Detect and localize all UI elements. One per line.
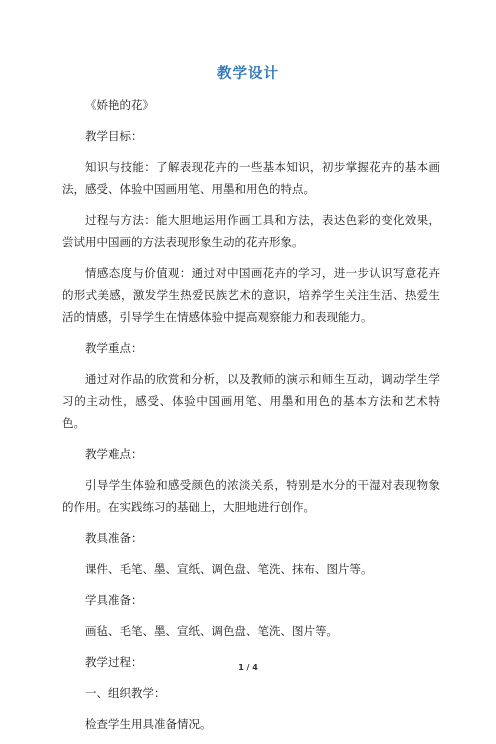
section-heading-difficulties: 教学难点： [85,447,143,461]
subheading-organize: 一、组织教学： [85,686,166,700]
paragraph-student-materials: 画毡、毛笔、墨、宣纸、调色盘、笔洗、图片等。 [85,624,338,638]
section-heading-objectives: 教学目标： [85,129,143,143]
section-heading-process: 教学过程： [85,655,143,669]
page-number: 1 / 4 [238,663,258,672]
section-heading-teaching-aids: 教具准备： [85,531,143,545]
document-title: 教学设计 [217,66,279,82]
document-body [62,94,440,744]
section-heading-student-materials: 学具准备： [85,593,143,607]
paragraph-difficulties: 引导学生体验和感受颜色的浓淡关系，特别是水分的干湿对表现物象的作用。在实践练习的基础上，大胆地进行创作。 [62,478,440,514]
lesson-name: 《娇艳的花》 [85,98,154,112]
paragraph-teaching-aids: 课件、毛笔、墨、宣纸、调色盘、笔洗、抹布、图片等。 [85,562,373,576]
paragraph-check-materials: 检查学生用具准备情况。 [85,717,212,731]
section-heading-key-points: 教学重点： [85,341,143,355]
paragraph-key-points: 通过对作品的欣赏和分析，以及教师的演示和师生互动，调动学生学习的主动性，感受、体验中国画用笔、用墨和用色的基本方法和艺术特色。 [62,372,440,430]
paragraph-attitudes-values: 情感态度与价值观：通过对中国画花卉的学习，进一步认识写意花卉的形式美感，激发学生热爱民族艺术的意识，培养学生关注生活、热爱生活的情感，引导学生在情感体验中提高观察能力和表现能力。 [62,266,440,324]
paragraph-knowledge-skills: 知识与技能：了解表现花卉的一些基本知识，初步掌握花卉的基本画法，感受、体验中国画用笔、用墨和用色的特点。 [62,160,440,196]
paragraph-process-methods: 过程与方法：能大胆地运用作画工具和方法，表达色彩的变化效果，尝试用中国画的方法表现形象生动的花卉形象。 [62,213,440,249]
